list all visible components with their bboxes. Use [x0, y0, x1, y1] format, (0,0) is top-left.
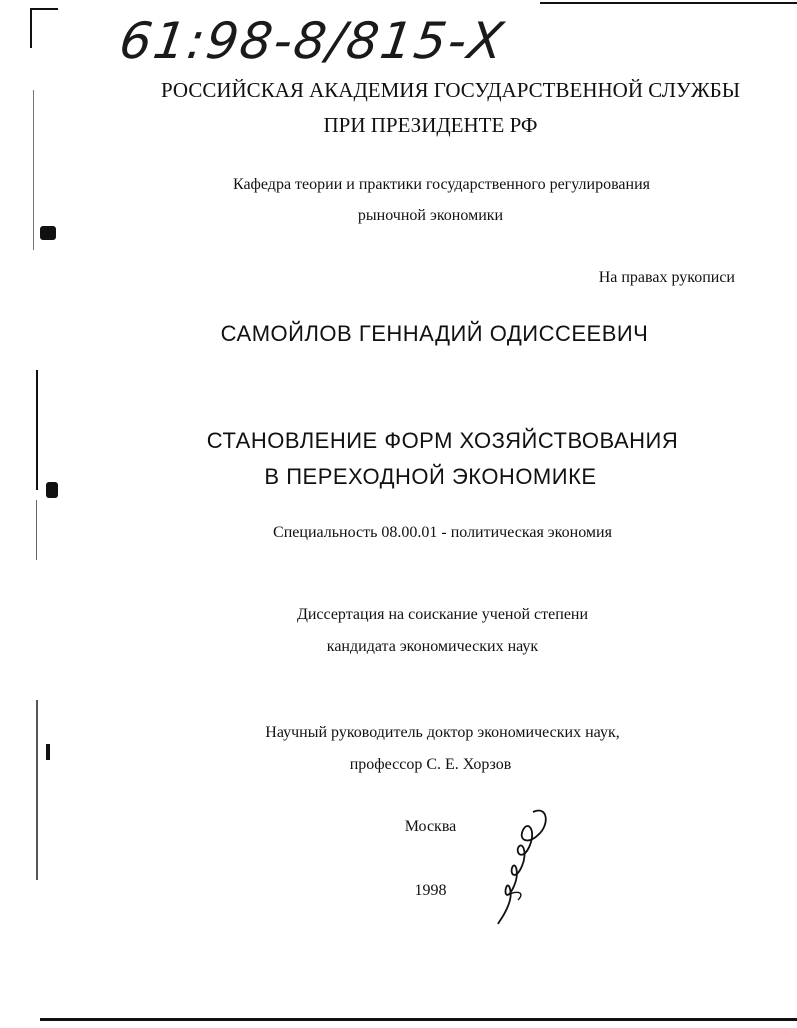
archive-code: 61:98-8/815-Х	[115, 12, 509, 70]
department-subtitle: рыночной экономики	[357, 207, 504, 224]
year: 1998	[414, 882, 447, 899]
scan-mark-left-4	[36, 700, 38, 880]
scan-border-bottom	[40, 1018, 797, 1021]
signature	[488, 800, 558, 930]
dissertation-title-line2: В ПЕРЕХОДНОЙ ЭКОНОМИКЕ	[264, 464, 597, 489]
scan-border-left	[30, 8, 32, 48]
supervisor-line1: Научный руководитель доктор экономических наук,	[265, 724, 620, 741]
scan-blot-1	[40, 226, 56, 240]
academy-name: РОССИЙСКАЯ АКАДЕМИЯ ГОСУДАРСТВЕННОЙ СЛУЖБЫ	[160, 78, 741, 102]
department-name: Кафедра теории и практики государственного регулирования	[232, 176, 651, 193]
scan-border-top-left	[30, 8, 58, 10]
author-name: САМОЙЛОВ ГЕННАДИЙ ОДИССЕЕВИЧ	[220, 321, 649, 346]
supervisor-line2: профессор С. Е. Хорзов	[349, 756, 512, 773]
degree-line1: Диссертация на соискание ученой степени	[296, 606, 589, 623]
scan-mark-left-3	[36, 500, 37, 560]
scan-border-top-right	[540, 2, 797, 4]
specialty: Специальность 08.00.01 - политическая экономия	[273, 524, 612, 541]
city: Москва	[404, 818, 457, 835]
degree-line2: кандидата экономических наук	[326, 638, 539, 655]
academy-subtitle: ПРИ ПРЕЗИДЕНТЕ РФ	[323, 113, 538, 137]
dissertation-title-line1: СТАНОВЛЕНИЕ ФОРМ ХОЗЯЙСТВОВАНИЯ	[206, 428, 679, 453]
manuscript-note: На правах рукописи	[598, 269, 735, 286]
